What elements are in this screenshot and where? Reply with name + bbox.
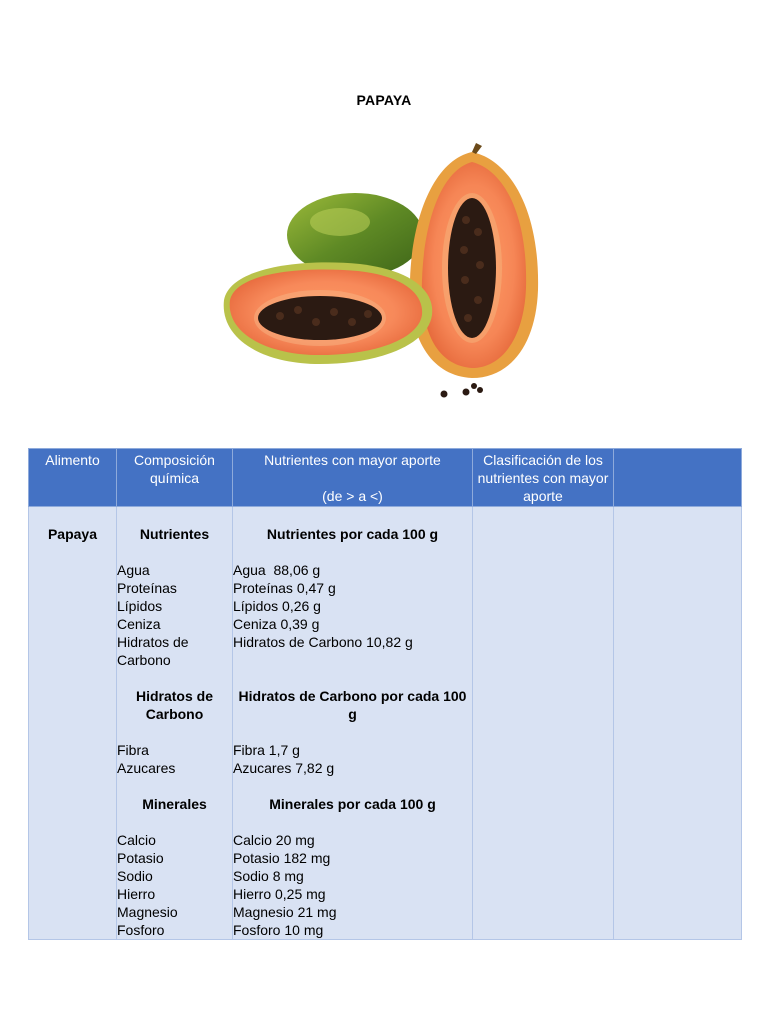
list-item: Proteínas 0,47 g — [233, 580, 336, 596]
page-title: PAPAYA — [356, 92, 412, 108]
list-item: Agua 88,06 g — [233, 562, 321, 578]
nutrition-table — [28, 448, 742, 940]
header-composicion: Composición química — [117, 449, 233, 507]
aporte-hidratos-head: Hidratos de Carbono por cada 100 g — [238, 688, 467, 722]
comp-nutrientes-head: Nutrientes — [139, 526, 210, 542]
cell-alimento — [29, 507, 117, 940]
list-item: Sodio — [117, 868, 153, 884]
list-item: Fibra — [117, 742, 149, 758]
comp-nutrientes-list — [117, 561, 232, 669]
header-nutrientes-sub: (de > a <) — [322, 488, 383, 504]
cell-composicion — [117, 507, 233, 940]
list-item: Fibra 1,7 g — [233, 742, 300, 758]
list-item: Hierro — [117, 886, 156, 902]
cell-aporte — [233, 507, 473, 940]
list-item: Lípidos 0,26 g — [233, 598, 321, 614]
list-item: Calcio — [117, 832, 156, 848]
food-name: Papaya — [47, 526, 98, 542]
list-item: Magnesio 21 mg — [233, 904, 337, 920]
papaya-image — [210, 140, 550, 405]
list-item: Proteínas — [117, 580, 177, 596]
list-item: Calcio 20 mg — [233, 832, 315, 848]
aporte-minerales-list — [233, 831, 472, 939]
comp-hidratos-head: Hidratos de Carbono — [135, 688, 213, 722]
comp-minerales-head: Minerales — [142, 796, 207, 812]
aporte-hidratos-list — [233, 741, 472, 777]
list-item: Potasio 182 mg — [233, 850, 331, 866]
list-item: Hidratos de Carbono 10,82 g — [233, 634, 413, 650]
list-item: Hidratos de Carbono — [117, 634, 189, 668]
header-alimento: Alimento — [29, 449, 117, 507]
header-clasificacion: Clasificación de los nutrientes con mayor aporte — [473, 449, 614, 507]
aporte-nutrientes-head: Nutrientes por cada 100 g — [266, 526, 439, 542]
list-item: Sodio 8 mg — [233, 868, 304, 884]
list-item: Fosforo 10 mg — [233, 922, 324, 938]
table-row — [29, 507, 742, 940]
header-extra — [614, 449, 742, 507]
list-item: Azucares — [117, 760, 176, 776]
table-header-row — [29, 449, 742, 507]
list-item: Agua — [117, 562, 150, 578]
list-item: Hierro 0,25 mg — [233, 886, 326, 902]
comp-hidratos-list — [117, 741, 232, 777]
comp-minerales-list — [117, 831, 232, 939]
list-item: Fosforo — [117, 922, 165, 938]
list-item: Lípidos — [117, 598, 163, 614]
list-item: Ceniza — [117, 616, 161, 632]
list-item: Magnesio — [117, 904, 178, 920]
list-item: Ceniza 0,39 g — [233, 616, 320, 632]
cell-clasificacion — [473, 507, 614, 940]
list-item: Potasio — [117, 850, 164, 866]
cell-extra — [614, 507, 742, 940]
aporte-nutrientes-list — [233, 561, 472, 651]
aporte-minerales-head: Minerales por cada 100 g — [269, 796, 436, 812]
list-item: Azucares 7,82 g — [233, 760, 335, 776]
header-nutrientes: Nutrientes con mayor aporte (de > a <) — [233, 449, 473, 507]
